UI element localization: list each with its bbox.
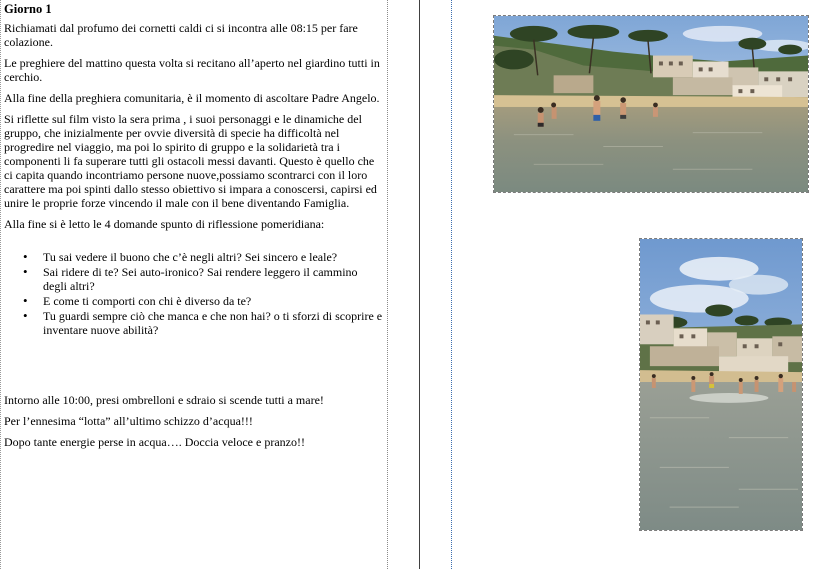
- beach-photo-portrait[interactable]: [639, 238, 803, 531]
- paragraph-film-reflection: Si riflette sul film visto la sera prima , i suoi personaggi e le dinamiche del gruppo, che inizialmente per ovvie diversità di specie ha difficoltà nel progredire nel viaggio, ma poi lo spirito di gruppo e la solidarietà tra i componenti li fa superare tutti gli ostacoli messi davanti. Questo è quello che ci capita quando incontriamo persone nuove,possiamo scontrarci con il loro carattere ma poi spinti dallo stesso obiettivo si impara a conoscersi, capirsi ed unire le proprie forze vincendo il male con il bene diventando Famiglia.: [4, 112, 377, 210]
- paragraph-breakfast: Richiamati dal profumo dei cornetti caldi ci si incontra alle 08:15 per fare colazione.: [4, 21, 358, 49]
- paragraph-lunch: Dopo tante energie perse in acqua…. Doccia veloce e pranzo!!: [4, 435, 305, 449]
- text-frame[interactable]: [0, 0, 388, 569]
- beach-photo-image: [494, 16, 808, 192]
- list-item: • Sai ridere di te? Sei auto-ironico? Sai rendere leggero il cammino degli altri?: [43, 265, 383, 293]
- paragraph-padre-angelo: Alla fine della preghiera comunitaria, è il momento di ascoltare Padre Angelo.: [4, 91, 380, 105]
- list-item: • Tu sai vedere il buono che c’è negli altri? Sei sincero e leale?: [43, 250, 383, 264]
- page-separator: [419, 0, 420, 569]
- questions-list: [4, 250, 383, 337]
- photo-frame-guide: [451, 0, 452, 569]
- paragraph-questions-intro: Alla fine si è letto le 4 domande spunto di riflessione pomeridiana:: [4, 217, 325, 231]
- day-heading: Giorno 1: [4, 2, 52, 16]
- beach-photo-image: [640, 239, 802, 530]
- beach-photo-landscape[interactable]: [493, 15, 809, 193]
- paragraph-prayers: Le preghiere del mattino questa volta si recitano all’aperto nel giardino tutti in cerchio.: [4, 56, 380, 84]
- list-item: • Tu guardi sempre ciò che manca e che non hai? o ti sforzi di scoprire e inventare nuove abilità?: [43, 309, 383, 337]
- paragraph-water-fight: Per l’ennesima “lotta” all’ultimo schizzo d’acqua!!!: [4, 414, 253, 428]
- list-item: • E come ti comporti con chi è diverso da te?: [43, 294, 383, 308]
- text-frame-border: [0, 0, 2, 569]
- paragraph-sea: Intorno alle 10:00, presi ombrelloni e sdraio si scende tutti a mare!: [4, 393, 324, 407]
